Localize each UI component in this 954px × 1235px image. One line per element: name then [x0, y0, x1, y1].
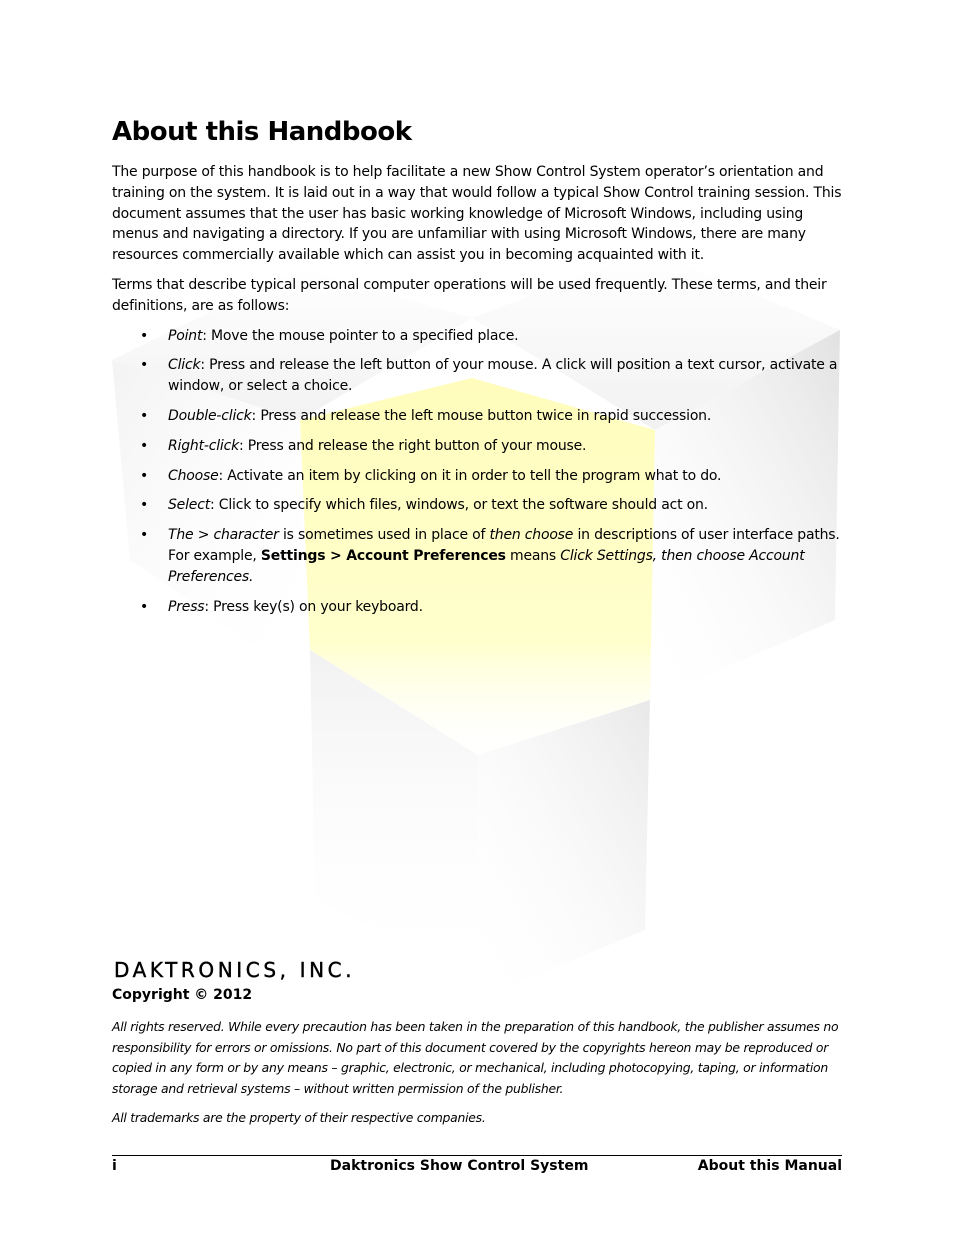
bullet-icon: •: [140, 467, 149, 484]
term-item-select: [112, 495, 844, 516]
term-definition: : Press and release the left button of your mouse. A click will position a text cursor, activate a window, or select a choice.: [168, 357, 838, 395]
bullet-icon: •: [140, 598, 149, 615]
page-number: i: [112, 1158, 117, 1174]
trademarks-statement: All trademarks are the property of their respective companies.: [112, 1110, 486, 1125]
term-name: Point: [168, 327, 203, 344]
terms-list: [112, 326, 844, 618]
bullet-icon: •: [140, 327, 149, 344]
footer-divider: [112, 1155, 842, 1156]
bullet-icon: •: [140, 357, 149, 374]
term-name: Click: [168, 357, 201, 374]
path-text: in descriptions of user interface paths. For example,: [168, 527, 840, 564]
term-definition: : Press and release the left mouse button twice in rapid succession.: [251, 407, 712, 424]
bullet-icon: •: [140, 437, 149, 454]
legal-notice: [112, 1017, 848, 1138]
copyright-line: Copyright © 2012: [112, 987, 253, 1003]
term-name: Select: [168, 497, 210, 514]
term-name: Double-click: [168, 407, 252, 424]
page-title: About this Handbook: [112, 117, 412, 147]
term-item-path-character: [112, 525, 844, 587]
main-content: [112, 112, 844, 626]
terms-intro-paragraph: Terms that describe typical personal computer operations will be used frequently. These terms, and their definitions, are as follows:: [112, 276, 827, 314]
term-definition: : Activate an item by clicking on it in order to tell the program what to do.: [218, 467, 722, 484]
footer-section-title: About this Manual: [697, 1158, 842, 1174]
footer-document-title: Daktronics Show Control System: [330, 1158, 589, 1174]
rights-statement: All rights reserved. While every precaution has been taken in the preparation of this handbook, the publisher assumes no responsibility for errors or omissions. No part of this document covered by the copyrights hereon may be reproduced or copied in any form or by any means – graphic, electronic, or mechanical, including photocopying, taping, or information storage and retrieval systems – without written permission of the publisher.: [112, 1019, 839, 1096]
company-name: DAKTRONICS, INC.: [114, 958, 356, 982]
path-text: is sometimes used in place of: [278, 527, 490, 544]
term-item-right-click: [112, 436, 844, 457]
term-name: Press: [168, 598, 205, 615]
bullet-icon: •: [140, 407, 149, 424]
term-name: Right-click: [168, 437, 239, 454]
term-item-double-click: [112, 406, 844, 427]
term-item-point: [112, 326, 844, 347]
term-definition: : Press and release the right button of your mouse.: [239, 437, 587, 454]
bullet-icon: •: [140, 527, 149, 544]
example-meaning: Click Settings, then choose Account Preferences.: [168, 547, 805, 585]
term-name: Choose: [168, 467, 219, 484]
term-definition: : Press key(s) on your keyboard.: [204, 598, 423, 615]
term-item-press: [112, 597, 844, 618]
intro-paragraph: The purpose of this handbook is to help facilitate a new Show Control System operator’s orientation and training on the system. It is laid out in a way that would follow a typical Show Control training session. This document assumes that the user has basic working knowledge of Microsoft Windows, including using menus and navigating a directory. If you are unfamiliar with using Microsoft Windows, there are many resources commercially available which can assist you in becoming acquainted with it.: [112, 164, 842, 264]
term-definition: : Click to specify which files, windows, or text the software should act on.: [210, 497, 708, 514]
then-choose-text: then choose: [489, 527, 574, 544]
term-item-click: [112, 355, 844, 397]
example-path: Settings > Account Preferences: [260, 547, 506, 564]
page-footer: [112, 1158, 842, 1180]
bullet-icon: •: [140, 497, 149, 514]
term-definition: : Move the mouse pointer to a specified place.: [202, 327, 519, 344]
path-text: means: [505, 547, 561, 564]
term-item-choose: [112, 466, 844, 487]
path-term: The > character: [168, 527, 279, 544]
